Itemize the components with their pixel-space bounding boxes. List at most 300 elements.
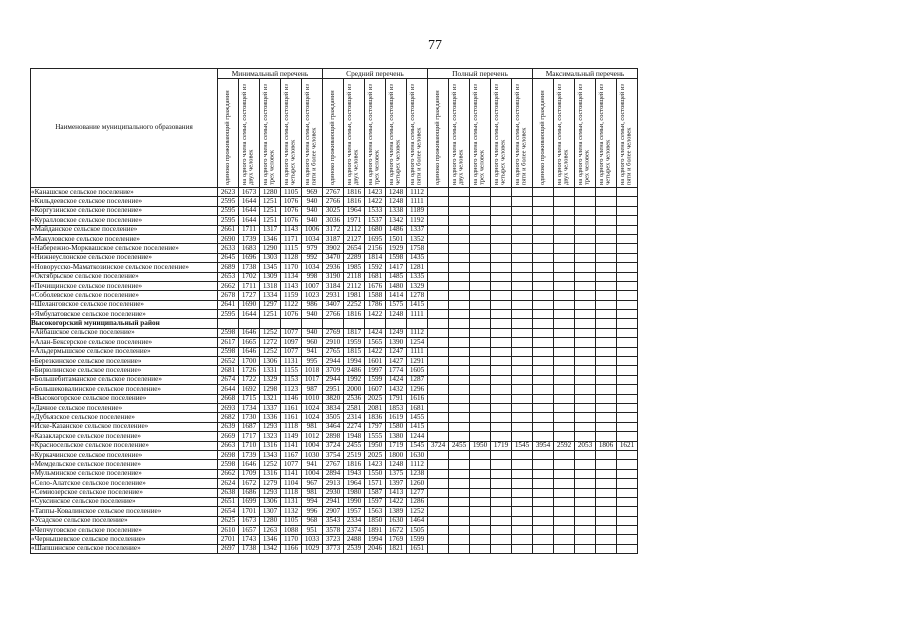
value-cell: 1758	[407, 244, 428, 253]
value-cell	[512, 413, 533, 422]
value-cell: 1836	[365, 413, 386, 422]
table-row	[31, 413, 638, 422]
value-cell: 1533	[365, 206, 386, 215]
table-row	[31, 516, 638, 525]
municipality-name: «Альдермышское сельское поселение»	[31, 347, 218, 356]
municipality-name: «Кильдеевское сельское поселение»	[31, 197, 218, 206]
value-cell: 3187	[323, 234, 344, 243]
value-cell: 1722	[239, 375, 260, 384]
value-cell	[491, 197, 512, 206]
value-cell: 1797	[365, 422, 386, 431]
subheader-label: на одного члена семьи, состоящей из двух человек	[346, 84, 360, 185]
value-cell	[449, 253, 470, 262]
value-cell: 2693	[218, 403, 239, 412]
value-cell	[449, 291, 470, 300]
value-cell: 1017	[302, 375, 323, 384]
municipality-name: «Канашское сельское поселение»	[31, 188, 218, 197]
value-cell: 2595	[218, 197, 239, 206]
value-cell: 981	[302, 422, 323, 431]
value-cell	[596, 460, 617, 469]
value-cell	[554, 319, 575, 328]
value-cell: 995	[302, 357, 323, 366]
table-row	[31, 460, 638, 469]
value-cell: 1424	[365, 328, 386, 337]
value-cell	[533, 432, 554, 441]
value-cell	[449, 450, 470, 459]
value-cell	[512, 338, 533, 347]
value-cell	[554, 507, 575, 516]
value-cell: 1422	[365, 310, 386, 319]
value-cell: 1316	[260, 441, 281, 450]
value-cell	[575, 216, 596, 225]
value-cell: 998	[302, 272, 323, 281]
value-cell: 2638	[218, 488, 239, 497]
value-cell: 1077	[281, 347, 302, 356]
value-cell: 2766	[323, 310, 344, 319]
value-cell	[491, 225, 512, 234]
value-cell: 1501	[386, 234, 407, 243]
subheader-cell	[386, 79, 407, 188]
value-cell: 2930	[323, 488, 344, 497]
value-cell	[617, 394, 638, 403]
subheader-cell	[344, 79, 365, 188]
table-row	[31, 497, 638, 506]
value-cell: 2598	[218, 347, 239, 356]
value-cell	[449, 422, 470, 431]
value-cell: 940	[302, 328, 323, 337]
value-cell: 2641	[218, 300, 239, 309]
value-cell: 1118	[281, 422, 302, 431]
value-cell	[554, 385, 575, 394]
value-cell: 2595	[218, 206, 239, 215]
value-cell	[533, 422, 554, 431]
value-cell	[470, 225, 491, 234]
value-cell	[449, 507, 470, 516]
value-cell	[596, 300, 617, 309]
municipality-name: «Усадское сельское поселение»	[31, 516, 218, 525]
table-body	[31, 188, 638, 554]
value-cell: 1964	[344, 206, 365, 215]
value-cell: 1592	[365, 263, 386, 272]
value-cell	[617, 206, 638, 215]
section-title: Высокогорский муниципальный район	[31, 319, 218, 328]
value-cell	[554, 216, 575, 225]
value-cell	[470, 244, 491, 253]
subheader-cell	[260, 79, 281, 188]
value-cell	[470, 450, 491, 459]
value-cell	[491, 263, 512, 272]
subheader-cell	[491, 79, 512, 188]
municipality-name: «Дачное сельское поселение»	[31, 403, 218, 412]
value-cell: 1170	[281, 263, 302, 272]
value-cell: 1619	[386, 413, 407, 422]
value-cell: 1012	[302, 432, 323, 441]
value-cell	[596, 263, 617, 272]
table-row	[31, 366, 638, 375]
municipality-name: «Майданское сельское поселение»	[31, 225, 218, 234]
value-cell	[428, 328, 449, 337]
value-cell: 1248	[386, 188, 407, 197]
value-cell: 1077	[281, 460, 302, 469]
value-cell	[533, 385, 554, 394]
value-cell	[533, 328, 554, 337]
table-row	[31, 469, 638, 478]
value-cell	[470, 357, 491, 366]
value-cell: 1455	[407, 413, 428, 422]
value-cell: 1280	[260, 516, 281, 525]
value-cell	[428, 310, 449, 319]
subheader-label: одиноко проживающий гражданин	[328, 90, 336, 185]
value-cell	[617, 507, 638, 516]
value-cell	[533, 366, 554, 375]
value-cell: 2654	[344, 244, 365, 253]
value-cell: 1316	[260, 469, 281, 478]
value-cell: 1170	[281, 535, 302, 544]
value-cell	[533, 394, 554, 403]
value-cell	[512, 328, 533, 337]
value-cell	[428, 422, 449, 431]
value-cell	[575, 197, 596, 206]
value-cell	[491, 507, 512, 516]
subheader-cell	[533, 79, 554, 188]
value-cell	[470, 310, 491, 319]
value-cell	[575, 291, 596, 300]
value-cell: 1964	[344, 479, 365, 488]
value-cell: 1598	[386, 253, 407, 262]
value-cell: 2674	[218, 375, 239, 384]
value-cell: 1850	[365, 516, 386, 525]
value-cell: 1948	[344, 432, 365, 441]
value-cell: 1331	[260, 366, 281, 375]
value-cell	[617, 497, 638, 506]
value-cell: 3505	[323, 413, 344, 422]
value-cell: 1159	[281, 291, 302, 300]
value-cell: 2536	[344, 394, 365, 403]
value-cell	[491, 338, 512, 347]
value-cell	[449, 432, 470, 441]
value-cell: 1950	[470, 441, 491, 450]
value-cell	[218, 319, 239, 328]
value-cell: 2651	[218, 497, 239, 506]
value-cell	[428, 300, 449, 309]
value-cell: 1004	[302, 469, 323, 478]
value-cell	[428, 375, 449, 384]
value-cell: 1994	[344, 357, 365, 366]
value-cell	[470, 263, 491, 272]
municipality-name: «Таппы-Ковалинское сельское поселение»	[31, 507, 218, 516]
value-cell	[575, 460, 596, 469]
value-cell	[596, 526, 617, 535]
value-cell	[617, 225, 638, 234]
value-cell	[575, 272, 596, 281]
value-cell: 1281	[407, 263, 428, 272]
value-cell: 1607	[365, 385, 386, 394]
value-cell: 1719	[386, 441, 407, 450]
value-cell	[617, 544, 638, 553]
value-cell	[575, 413, 596, 422]
value-cell: 1601	[365, 357, 386, 366]
value-cell	[449, 479, 470, 488]
subheader-cell	[449, 79, 470, 188]
value-cell	[617, 188, 638, 197]
value-cell: 1252	[260, 347, 281, 356]
value-cell: 1306	[260, 357, 281, 366]
value-cell: 1389	[386, 507, 407, 516]
value-cell: 1104	[281, 479, 302, 488]
value-cell: 1323	[260, 432, 281, 441]
municipality-name: «Печищинское сельское поселение»	[31, 281, 218, 290]
value-cell	[617, 432, 638, 441]
value-cell: 1112	[407, 460, 428, 469]
subheader-label: на одного члена семьи, состоящей из четырех человек	[493, 84, 507, 185]
value-cell	[470, 432, 491, 441]
value-cell	[428, 413, 449, 422]
value-cell	[596, 244, 617, 253]
value-cell: 1657	[239, 526, 260, 535]
value-cell	[470, 253, 491, 262]
value-cell	[575, 479, 596, 488]
value-cell: 1580	[386, 422, 407, 431]
value-cell	[449, 385, 470, 394]
value-cell	[596, 206, 617, 215]
value-cell: 1252	[260, 328, 281, 337]
subheader-cell	[239, 79, 260, 188]
value-cell	[575, 188, 596, 197]
subheader-label: на одного члена семьи, состоящей из пяти и более человек	[409, 84, 423, 185]
value-cell	[449, 366, 470, 375]
value-cell	[617, 516, 638, 525]
value-cell: 2668	[218, 394, 239, 403]
value-cell: 1672	[239, 479, 260, 488]
value-cell: 2046	[365, 544, 386, 553]
table-row	[31, 263, 638, 272]
value-cell: 1024	[302, 413, 323, 422]
value-cell	[617, 253, 638, 262]
value-cell	[596, 413, 617, 422]
value-cell: 1112	[407, 188, 428, 197]
value-cell: 1111	[407, 347, 428, 356]
value-cell	[512, 291, 533, 300]
value-cell: 1338	[386, 206, 407, 215]
value-cell	[449, 216, 470, 225]
value-cell	[428, 526, 449, 535]
value-cell: 2645	[218, 253, 239, 262]
value-cell: 1277	[407, 488, 428, 497]
value-cell	[575, 310, 596, 319]
value-cell	[239, 319, 260, 328]
table-row	[31, 544, 638, 553]
value-cell	[575, 422, 596, 431]
value-cell: 981	[302, 488, 323, 497]
value-cell: 2274	[344, 422, 365, 431]
value-cell: 2681	[218, 366, 239, 375]
value-cell	[617, 422, 638, 431]
value-cell	[491, 234, 512, 243]
table-row	[31, 328, 638, 337]
value-cell: 1715	[239, 394, 260, 403]
value-cell: 1336	[260, 413, 281, 422]
value-cell: 2766	[323, 197, 344, 206]
table-row	[31, 197, 638, 206]
table-row	[31, 225, 638, 234]
value-cell	[596, 544, 617, 553]
value-cell	[512, 460, 533, 469]
value-cell	[554, 375, 575, 384]
value-cell: 3709	[323, 366, 344, 375]
value-cell: 1329	[407, 281, 428, 290]
value-cell	[596, 479, 617, 488]
value-cell: 1279	[260, 479, 281, 488]
value-cell	[491, 347, 512, 356]
value-cell	[449, 469, 470, 478]
value-cell: 3724	[428, 441, 449, 450]
value-cell: 1563	[365, 507, 386, 516]
value-cell	[512, 403, 533, 412]
value-cell: 1141	[281, 441, 302, 450]
value-cell: 1118	[281, 488, 302, 497]
value-cell: 1415	[407, 300, 428, 309]
value-cell: 2624	[218, 479, 239, 488]
value-cell	[491, 216, 512, 225]
subsistence-table	[30, 68, 638, 554]
value-cell: 1427	[386, 357, 407, 366]
value-cell: 2669	[218, 432, 239, 441]
value-cell: 1345	[260, 263, 281, 272]
value-cell: 2765	[323, 347, 344, 356]
value-cell	[449, 197, 470, 206]
value-cell	[617, 535, 638, 544]
value-cell	[617, 310, 638, 319]
municipality-name: «Макуловское сельское поселение»	[31, 234, 218, 243]
municipality-name: «Шеланговское сельское поселение»	[31, 300, 218, 309]
value-cell: 1644	[239, 310, 260, 319]
value-cell: 2595	[218, 310, 239, 319]
value-cell: 1817	[344, 328, 365, 337]
value-cell	[428, 263, 449, 272]
value-cell: 1298	[260, 385, 281, 394]
value-cell: 1380	[386, 432, 407, 441]
table-row	[31, 441, 638, 450]
value-cell	[470, 375, 491, 384]
value-cell	[512, 497, 533, 506]
value-cell	[512, 469, 533, 478]
value-cell: 1132	[281, 507, 302, 516]
value-cell: 3578	[323, 526, 344, 535]
value-cell: 2455	[449, 441, 470, 450]
subheader-cell	[470, 79, 491, 188]
value-cell: 1646	[239, 328, 260, 337]
value-cell	[449, 244, 470, 253]
value-cell: 1286	[407, 497, 428, 506]
value-cell	[449, 319, 470, 328]
municipality-name: «Нижнеуслонское сельское поселение»	[31, 253, 218, 262]
value-cell	[554, 272, 575, 281]
value-cell: 1464	[407, 516, 428, 525]
value-cell	[512, 544, 533, 553]
value-cell: 2653	[218, 272, 239, 281]
value-cell	[470, 272, 491, 281]
value-cell	[449, 225, 470, 234]
value-cell	[575, 469, 596, 478]
value-cell	[323, 319, 344, 328]
value-cell: 1422	[365, 197, 386, 206]
value-cell	[596, 535, 617, 544]
table-row	[31, 272, 638, 281]
value-cell	[470, 338, 491, 347]
value-cell	[554, 403, 575, 412]
value-cell	[428, 507, 449, 516]
value-cell: 1034	[302, 234, 323, 243]
value-cell	[533, 375, 554, 384]
value-cell	[512, 432, 533, 441]
value-cell	[470, 403, 491, 412]
value-cell: 1690	[239, 300, 260, 309]
value-cell: 1575	[386, 300, 407, 309]
value-cell	[428, 544, 449, 553]
value-cell: 996	[302, 507, 323, 516]
value-cell	[512, 281, 533, 290]
value-cell: 1293	[260, 422, 281, 431]
value-cell	[512, 479, 533, 488]
value-cell: 1692	[239, 385, 260, 394]
value-cell	[596, 216, 617, 225]
subheader-cell	[428, 79, 449, 188]
value-cell: 1980	[344, 488, 365, 497]
value-cell	[617, 488, 638, 497]
value-cell	[596, 253, 617, 262]
value-cell	[428, 394, 449, 403]
value-cell: 2662	[218, 469, 239, 478]
value-cell: 1252	[260, 460, 281, 469]
value-cell	[512, 366, 533, 375]
value-cell	[575, 535, 596, 544]
municipality-name: «Шапшинское сельское поселение»	[31, 544, 218, 553]
value-cell: 994	[302, 497, 323, 506]
value-cell: 1329	[260, 375, 281, 384]
value-cell: 1309	[260, 272, 281, 281]
value-cell	[407, 319, 428, 328]
table-row	[31, 206, 638, 215]
value-cell: 1334	[260, 291, 281, 300]
value-cell: 1143	[281, 225, 302, 234]
value-cell: 2936	[323, 263, 344, 272]
value-cell	[596, 403, 617, 412]
value-cell	[554, 413, 575, 422]
value-cell: 1738	[239, 263, 260, 272]
value-cell	[512, 526, 533, 535]
value-cell	[554, 206, 575, 215]
value-cell	[533, 347, 554, 356]
value-cell: 1155	[281, 366, 302, 375]
value-cell	[512, 263, 533, 272]
value-cell	[470, 197, 491, 206]
value-cell: 1112	[407, 328, 428, 337]
subheader-cell	[365, 79, 386, 188]
value-cell	[449, 460, 470, 469]
value-cell	[470, 526, 491, 535]
value-cell: 1424	[386, 375, 407, 384]
value-cell: 2314	[344, 413, 365, 422]
value-cell: 2951	[323, 385, 344, 394]
value-cell	[575, 366, 596, 375]
value-cell: 2617	[218, 338, 239, 347]
municipality-name: «Октябрьское сельское поселение»	[31, 272, 218, 281]
value-cell	[575, 450, 596, 459]
value-cell	[533, 479, 554, 488]
value-cell	[428, 225, 449, 234]
value-cell: 1696	[239, 253, 260, 262]
value-cell	[512, 188, 533, 197]
